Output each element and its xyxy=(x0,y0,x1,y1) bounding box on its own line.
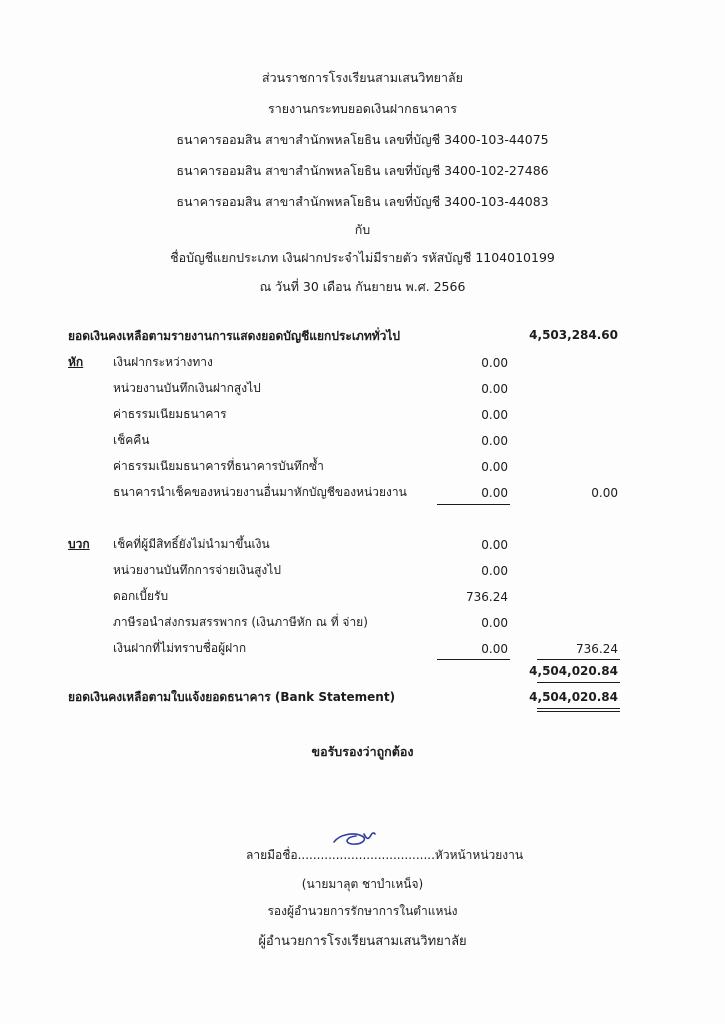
opening-balance-label: ยอดเงินคงเหลือตามรายงานการแสดงยอดบัญชีแยกประเภททั่วไป xyxy=(68,329,401,343)
closing-balance-label: ยอดเงินคงเหลือตามใบแจ้งยอดธนาคาร (Bank Statement) xyxy=(68,690,396,704)
add-underline xyxy=(437,659,510,660)
deduct-total: 0.00 xyxy=(591,486,618,500)
signature-dots: .................................... xyxy=(297,848,435,862)
signature-prefix: ลายมือชื่อ xyxy=(246,848,298,862)
add-item-amount: 0.00 xyxy=(481,642,508,656)
deduct-item-amount: 0.00 xyxy=(481,356,508,370)
deduct-item-amount: 0.00 xyxy=(481,408,508,422)
add-item-label: เช็คที่ผู้มีสิทธิ์ยังไม่นำมาขึ้นเงิน xyxy=(113,537,270,551)
deduct-heading: หัก xyxy=(68,355,84,369)
add-total: 736.24 xyxy=(576,642,618,656)
deduct-item-label: ค่าธรรมเนียมธนาคาร xyxy=(113,407,227,421)
deduct-item-amount: 0.00 xyxy=(481,434,508,448)
add-item-amount: 0.00 xyxy=(481,538,508,552)
deduct-item-label: เงินฝากระหว่างทาง xyxy=(113,355,213,369)
add-item-amount: 0.00 xyxy=(481,564,508,578)
header-date: ณ วันที่ 30 เดือน กันยายน พ.ศ. 2566 xyxy=(259,279,466,294)
opening-balance-value: 4,503,284.60 xyxy=(529,328,618,342)
deduct-item-label: ค่าธรรมเนียมธนาคารที่ธนาคารบันทึกซ้ำ xyxy=(113,459,324,473)
signatory-position-1: รองผู้อำนวยการรักษาการในตำแหน่ง xyxy=(267,904,458,918)
signature-title: หัวหน้าหน่วยงาน xyxy=(434,848,524,862)
deduct-item-label: เช็คคืน xyxy=(113,433,150,447)
add-item-label: ดอกเบี้ยรับ xyxy=(113,589,169,603)
deduct-item-amount: 0.00 xyxy=(481,460,508,474)
add-item-amount: 736.24 xyxy=(466,590,508,604)
header-agency: ส่วนราชการโรงเรียนสามเสนวิทยาลัย xyxy=(261,70,464,85)
handwritten-signature xyxy=(328,826,378,852)
add-item-amount: 0.00 xyxy=(481,616,508,630)
subtotal-underline xyxy=(537,682,620,683)
closing-double-underline xyxy=(537,708,620,712)
header-bank-account-2: ธนาคารออมสิน สาขาสำนักพหลโยธิน เลขที่บัญชี 3400-102-27486 xyxy=(176,163,549,178)
signatory-name: (นายมาลุต ชาบำเหน็จ) xyxy=(301,877,424,891)
subtotal-value: 4,504,020.84 xyxy=(529,664,618,678)
deduct-item-amount: 0.00 xyxy=(481,382,508,396)
header-ledger-account: ชื่อบัญชีแยกประเภท เงินฝากประจำไม่มีรายตัว รหัสบัญชี 1104010199 xyxy=(170,250,555,265)
header-bank-account-3: ธนาคารออมสิน สาขาสำนักพหลโยธิน เลขที่บัญชี 3400-103-44083 xyxy=(176,194,549,209)
closing-balance-value: 4,504,020.84 xyxy=(529,690,618,704)
signatory-position-2: ผู้อำนวยการโรงเรียนสามเสนวิทยาลัย xyxy=(258,934,467,949)
header-report-title: รายงานกระทบยอดเงินฝากธนาคาร xyxy=(268,101,457,116)
certification-text: ขอรับรองว่าถูกต้อง xyxy=(311,744,414,759)
deduct-item-label: ธนาคารนำเช็คของหน่วยงานอื่นมาหักบัญชีของหน่วยงาน xyxy=(113,485,407,499)
add-total-underline xyxy=(537,659,620,660)
deduct-underline xyxy=(437,504,510,505)
add-item-label: ภาษีรอนำส่งกรมสรรพากร (เงินภาษีหัก ณ ที่ จ่าย) xyxy=(113,615,368,629)
add-item-label: หน่วยงานบันทึกการจ่ายเงินสูงไป xyxy=(113,563,281,577)
signature-stroke xyxy=(334,833,375,844)
header-bank-account-1: ธนาคารออมสิน สาขาสำนักพหลโยธิน เลขที่บัญชี 3400-103-44075 xyxy=(176,132,549,147)
add-heading: บวก xyxy=(68,537,90,551)
header-with: กับ xyxy=(354,222,371,237)
deduct-item-amount: 0.00 xyxy=(481,486,508,500)
signature-line xyxy=(246,846,523,865)
add-item-label: เงินฝากที่ไม่ทราบชื่อผู้ฝาก xyxy=(113,641,247,655)
deduct-item-label: หน่วยงานบันทึกเงินฝากสูงไป xyxy=(113,381,261,395)
